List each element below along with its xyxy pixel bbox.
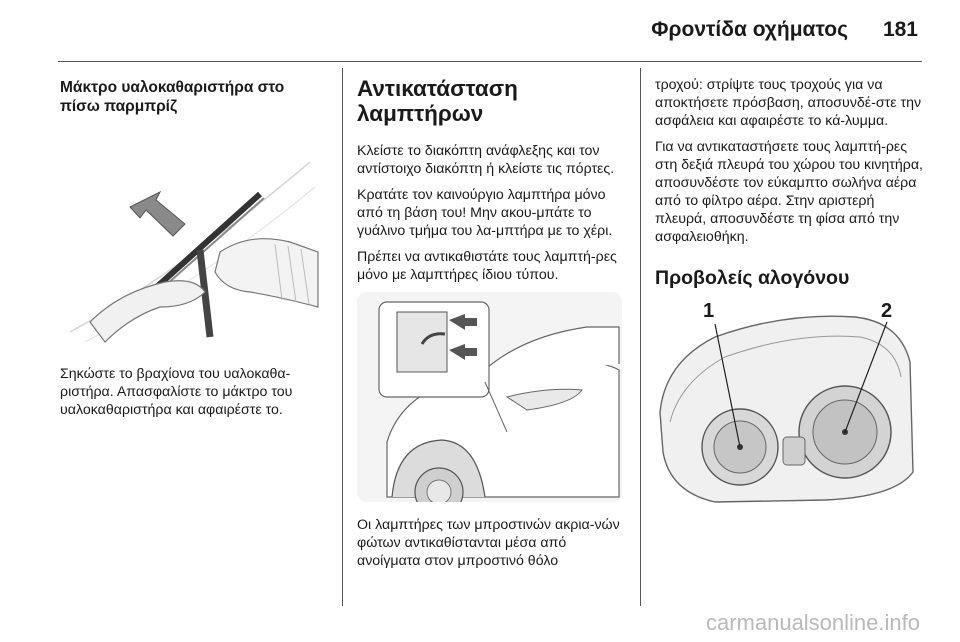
chapter-title: Φροντίδα οχήματος xyxy=(651,18,848,41)
column-divider-2 xyxy=(640,68,641,606)
header-divider xyxy=(58,61,922,62)
column-divider-1 xyxy=(342,68,343,606)
paragraph-wiper-instructions: Σηκώστε το βραχίονα του υαλοκαθα-ριστήρα. Απασφαλίστε το μάκτρο του υαλοκαθαριστήρα και αφαιρέστε το. xyxy=(60,366,293,418)
paragraph-front-lights: Οι λαμπτήρες των μπροστινών ακρια-νών φώτων αντικαθίστανται μέσα από ανοίγματα στον μπροστινό θόλο xyxy=(357,517,620,569)
page-number: 181 xyxy=(882,18,918,41)
column-1 xyxy=(60,68,330,427)
column-3 xyxy=(655,68,927,514)
paragraph-same-type: Πρέπει να αντικαθιστάτε τους λαμπτή-ρες μόνο με λαμπτήρες ίδιου τύπου. xyxy=(357,249,617,283)
halogen-headlamp-illustration xyxy=(655,302,917,514)
section-heading-halogen: Προβολείς αλογόνου xyxy=(655,267,850,289)
column-2 xyxy=(357,68,632,578)
section-heading-rear-wiper: Μάκτρο υαλοκαθαριστήρα στο πίσω παρμπρίζ xyxy=(60,79,285,115)
paragraph-wheel-access: τροχού: στρίψτε τους τροχούς για να αποκτήσετε πρόσβαση, αποσυνδέ-στε την ασφάλεια και αφαιρέστε το κά-λυμμα. xyxy=(655,77,922,129)
watermark-text: carmanualsonline.info xyxy=(705,610,920,635)
paragraph-hold-bulb: Κρατάτε τον καινούργιο λαμπτήρα μόνο από τη βάση του! Μην ακου-μπάτε το γυάλινο τμήμα του λα-μπτήρα με το χέρι. xyxy=(357,187,613,239)
callout-label-2: 2 xyxy=(881,302,893,322)
car-front-illustration xyxy=(357,292,622,502)
callout-label-1: 1 xyxy=(703,302,715,322)
section-heading-bulb-replacement: Αντικατάσταση λαμπτήρων xyxy=(357,76,518,126)
wiper-blade-illustration xyxy=(60,132,322,347)
paragraph-air-hose: Για να αντικαταστήσετε τους λαμπτή-ρες στη δεξιά πλευρά του χώρου του κινητήρα, αποσυνδέστε τον εύκαμπτο σωλήνα αέρα από το φίλτρο αέρα. Στην αριστερή πλευρά, αποσυνδέστε τη φίσα από την ασφαλειοθήκη. xyxy=(655,139,923,245)
page-header xyxy=(0,0,960,62)
paragraph-ignition: Κλείστε το διακόπτη ανάφλεξης και τον αντίστοιχο διακόπτη ή κλείστε τις πόρτες. xyxy=(357,143,615,177)
